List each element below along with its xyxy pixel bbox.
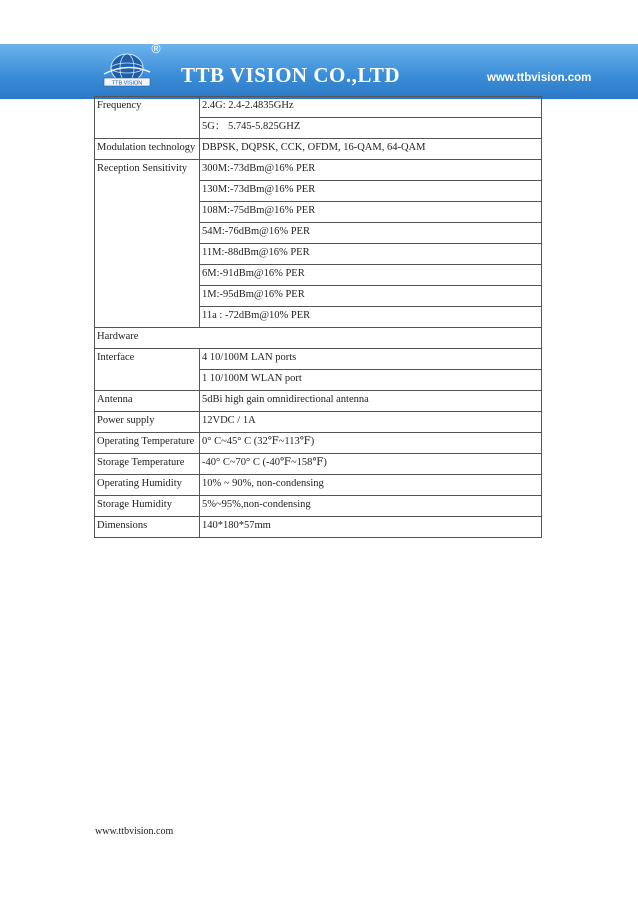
- spec-value: 54M:-76dBm@16% PER: [200, 223, 542, 244]
- spec-value: 11M:-88dBm@16% PER: [200, 244, 542, 265]
- spec-table-body: [95, 97, 542, 538]
- table-row: [95, 349, 542, 370]
- spec-value: 10% ~ 90%, non-condensing: [200, 475, 542, 496]
- spec-value: 6M:-91dBm@16% PER: [200, 265, 542, 286]
- spec-value: 11a : -72dBm@10% PER: [200, 307, 542, 328]
- spec-value: DBPSK, DQPSK, CCK, OFDM, 16-QAM, 64-QAM: [200, 139, 542, 160]
- globe-logo-icon: [100, 50, 154, 90]
- table-row: [95, 517, 542, 538]
- spec-value: 4 10/100M LAN ports: [200, 349, 542, 370]
- spec-label: Operating Humidity: [95, 475, 200, 496]
- spec-value: 108M:-75dBm@16% PER: [200, 202, 542, 223]
- registered-mark: ®: [150, 42, 162, 56]
- spec-label: Storage Temperature: [95, 454, 200, 475]
- spec-label: Storage Humidity: [95, 496, 200, 517]
- table-row: [95, 412, 542, 433]
- table-row: [95, 475, 542, 496]
- spec-label: Dimensions: [95, 517, 200, 538]
- table-row: [95, 139, 542, 160]
- header-banner: [0, 44, 638, 99]
- table-row: [95, 97, 542, 118]
- table-row: [95, 454, 542, 475]
- spec-value: 5G： 5.745-5.825GHZ: [200, 118, 542, 139]
- logo-text: TTB VISION: [111, 80, 143, 87]
- spec-value: 12VDC / 1A: [200, 412, 542, 433]
- spec-label: Frequency: [95, 97, 200, 139]
- spec-label: Antenna: [95, 391, 200, 412]
- section-heading: Hardware: [95, 328, 542, 349]
- spec-label: Interface: [95, 349, 200, 391]
- spec-value: 1M:-95dBm@16% PER: [200, 286, 542, 307]
- spec-value: 0° C~45° C (32℉~113℉): [200, 433, 542, 454]
- spec-value: 5%~95%,non-condensing: [200, 496, 542, 517]
- website-url: www.ttbvision.com: [487, 72, 592, 84]
- spec-value: 140*180*57mm: [200, 517, 542, 538]
- table-row: [95, 433, 542, 454]
- table-row: [95, 496, 542, 517]
- spec-label: Operating Temperature: [95, 433, 200, 454]
- footer-url: www.ttbvision.com: [95, 826, 174, 837]
- spec-table: [94, 96, 542, 538]
- spec-value: -40° C~70° C (-40℉~158℉): [200, 454, 542, 475]
- company-name: TTB VISION CO.,LTD: [181, 63, 401, 87]
- spec-label: Modulation technology: [95, 139, 200, 160]
- spec-label: Power supply: [95, 412, 200, 433]
- table-row: [95, 328, 542, 349]
- spec-value: 300M:-73dBm@16% PER: [200, 160, 542, 181]
- table-row: [95, 160, 542, 181]
- table-row: [95, 391, 542, 412]
- spec-value: 5dBi high gain omnidirectional antenna: [200, 391, 542, 412]
- spec-label: Reception Sensitivity: [95, 160, 200, 328]
- spec-value: 1 10/100M WLAN port: [200, 370, 542, 391]
- spec-value: 2.4G: 2.4-2.4835GHz: [200, 97, 542, 118]
- spec-value: 130M:-73dBm@16% PER: [200, 181, 542, 202]
